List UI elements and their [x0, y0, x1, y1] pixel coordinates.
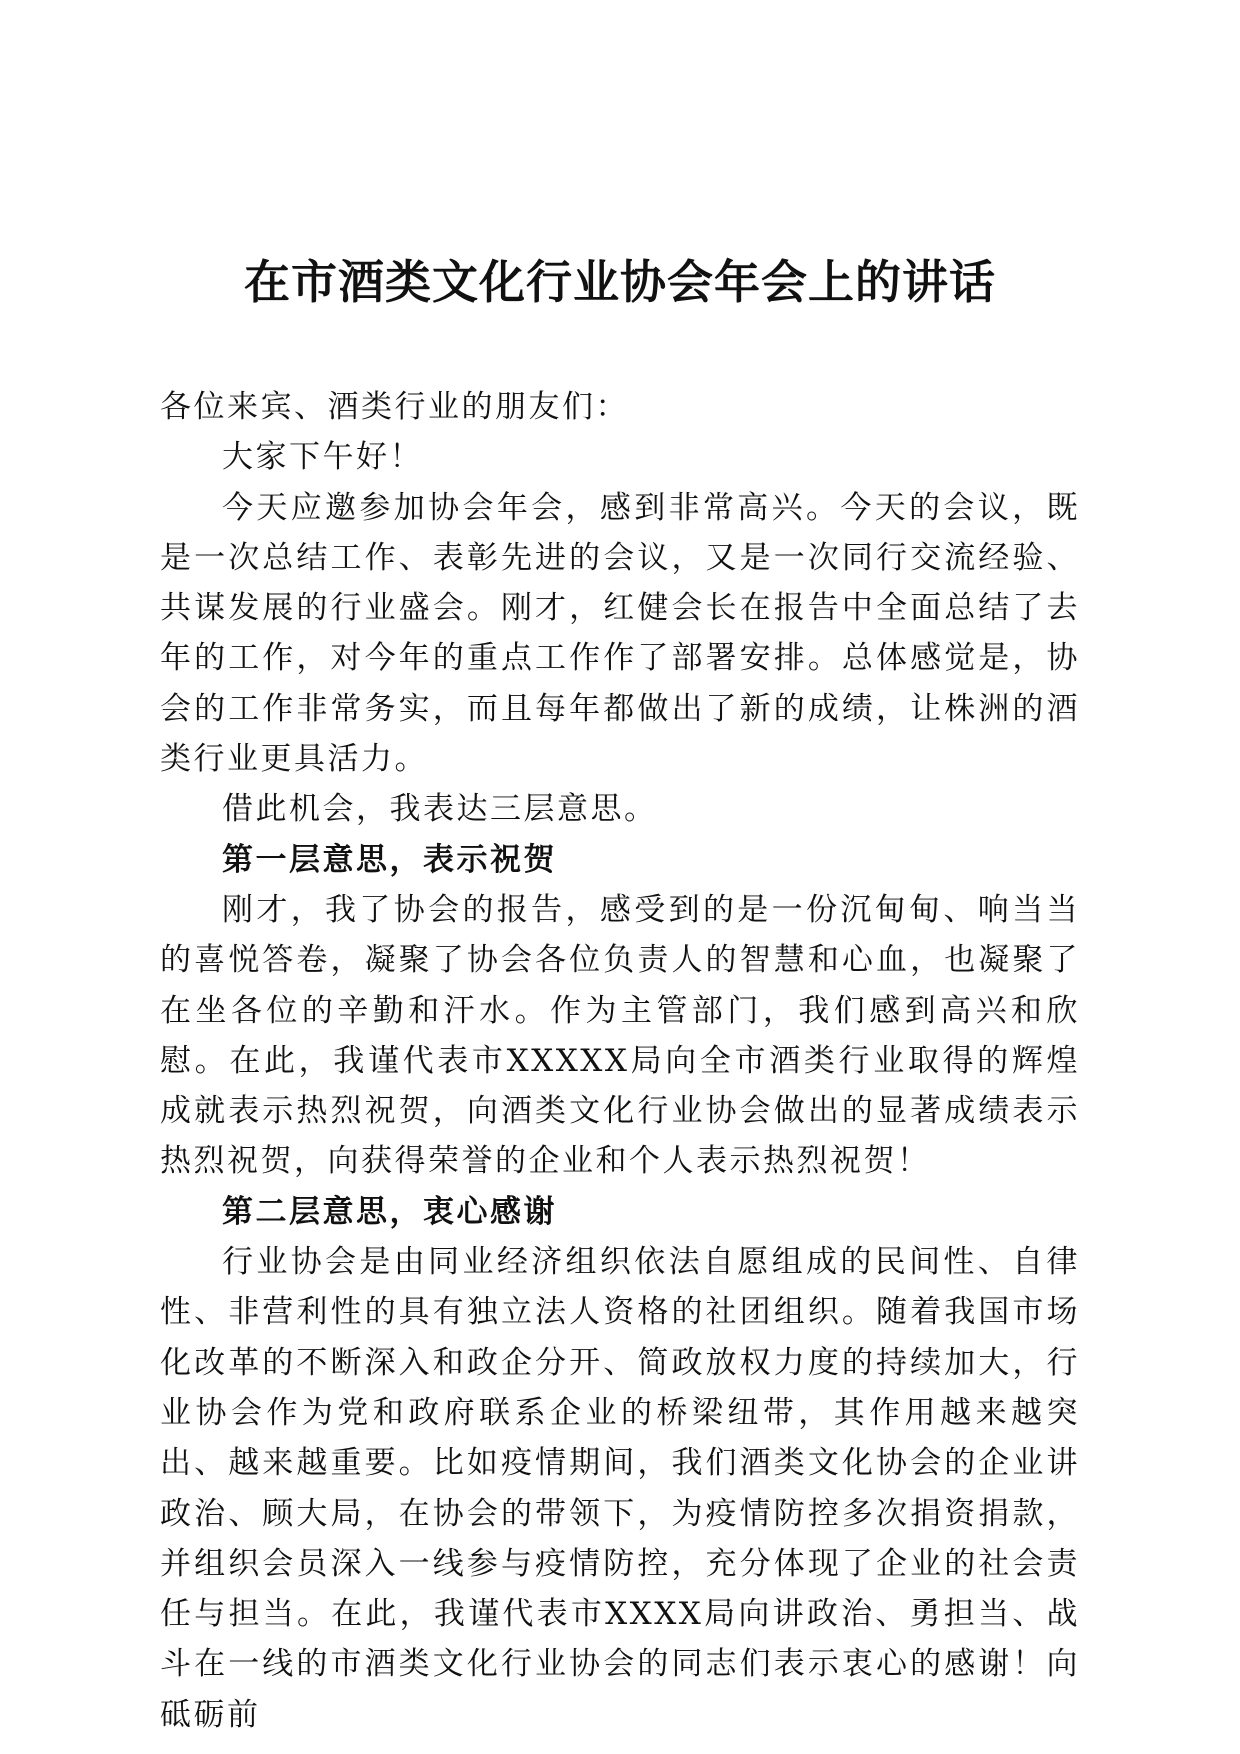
transition-paragraph: 借此机会，我表达三层意思。	[222, 791, 658, 828]
greeting: 大家下午好！	[222, 439, 423, 476]
section-1-heading: 第一层意思，表示祝贺	[222, 841, 557, 878]
salutation: 各位来宾、酒类行业的朋友们：	[160, 389, 629, 425]
section-2-paragraph: 行业协会是由同业经济组织依法自愿组成的民间性、自律性、非营利性的具有独立法人资格的社团组织。随着我国市场化改革的不断深入和政企分开、简政放权力度的持续加大，行业协会作为党和政府联系企业的桥梁纽带，其作用越来越突出、越来越重要。比如疫情期间，我们酒类文化协会的企业讲政治、顾大局，在协会的带领下，为疫情防控多次捐资捐款，并组织会员深入一线参与疫情防控，充分体现了企业的社会责任与担当。在此，我谨代表市XXXX局向讲政治、勇担当、战斗在一线的市酒类文化行业协会的同志们表示衷心的感谢！向砥砺前	[160, 1244, 1080, 1733]
intro-paragraph: 今天应邀参加协会年会，感到非常高兴。今天的会议，既是一次总结工作、表彰先进的会议，又是一次同行交流经验、共谋发展的行业盛会。刚才，红健会长在报告中全面总结了去年的工作，对今年的重点工作作了部署安排。总体感觉是，协会的工作非常务实，而且每年都做出了新的成绩，让株洲的酒类行业更具活力。	[160, 489, 1080, 778]
document-body	[160, 382, 1080, 1740]
section-2-heading: 第二层意思，衷心感谢	[222, 1193, 557, 1230]
document-title: 在市酒类文化行业协会年会上的讲话	[244, 255, 996, 309]
section-1-paragraph: 刚才，我了协会的报告，感受到的是一份沉甸甸、响当当的喜悦答卷，凝聚了协会各位负责人的智慧和心血，也凝聚了在坐各位的辛勤和汗水。作为主管部门，我们感到高兴和欣慰。在此，我谨代表市XXXXX局向全市酒类行业取得的辉煌成就表示热烈祝贺，向酒类文化行业协会做出的显著成绩表示热烈祝贺，向获得荣誉的企业和个人表示热烈祝贺！	[160, 891, 1080, 1180]
